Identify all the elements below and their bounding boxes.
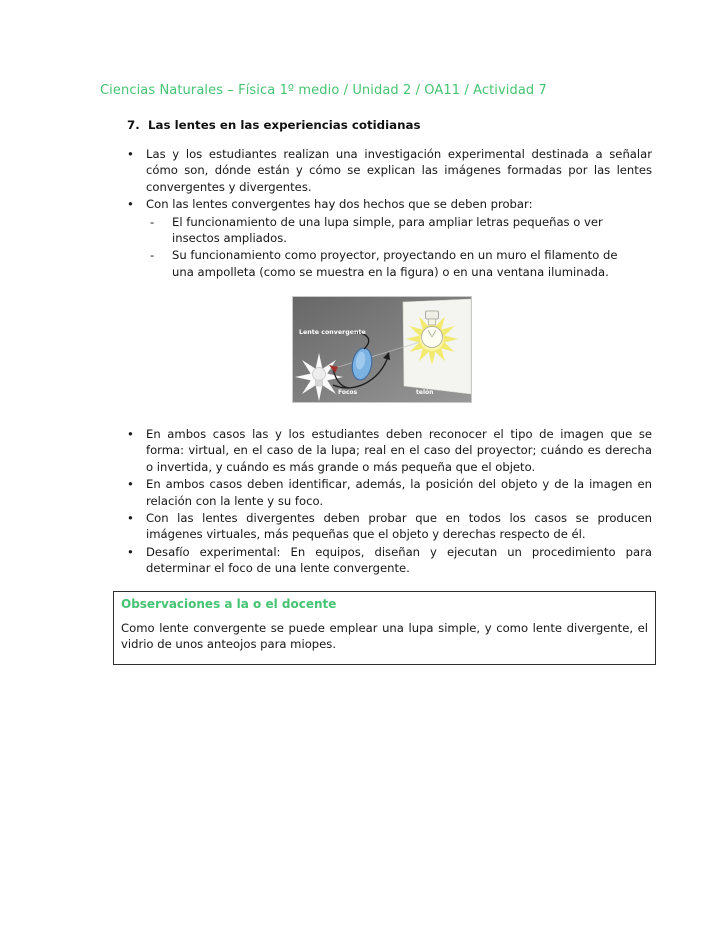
sub-bullet-text: Su funcionamiento como proyector, proyectando en un muro el filamento de una ampolleta (como se muestra en la figura) o en una ventana iluminada. xyxy=(172,248,618,279)
lens-experiment-figure xyxy=(293,297,471,402)
bullet-list-bottom xyxy=(127,426,652,578)
activity-heading xyxy=(127,118,421,132)
bullet-text: En ambos casos deben identificar, además, la posición del objeto y de la imagen en relación con la lente y su foco. xyxy=(146,477,652,508)
sub-bullet-item xyxy=(127,214,652,247)
dash-marker: - xyxy=(150,214,155,229)
bullet-item xyxy=(127,146,652,195)
bullet-text: Con las lentes divergentes deben probar que en todos los casos se producen imágenes virtuales, más pequeñas que el objeto y derechas respecto de él. xyxy=(146,511,652,542)
teacher-note-box xyxy=(113,591,656,665)
sub-bullet-item xyxy=(127,247,652,280)
bullet-item xyxy=(127,476,652,509)
lens-experiment-illustration xyxy=(293,297,471,402)
teacher-note-body: Como lente convergente se puede emplear una lupa simple, y como lente divergente, el vidrio de unos anteojos para miopes. xyxy=(121,621,648,652)
bullet-list-top xyxy=(127,146,652,281)
bullet-marker: • xyxy=(127,511,134,526)
figure-label-focus: Focos xyxy=(338,389,358,396)
bullet-item xyxy=(127,544,652,577)
bullet-marker: • xyxy=(127,477,134,492)
activity-number: 7. xyxy=(127,118,140,132)
projected-bulb-neck xyxy=(429,319,436,325)
activity-title: Las lentes en las experiencias cotidianas xyxy=(148,118,421,132)
projected-bulb-socket xyxy=(426,311,439,319)
bullet-item xyxy=(127,426,652,475)
bullet-text: Con las lentes convergentes hay dos hechos que se deben probar: xyxy=(146,197,533,212)
bullet-text: Desafío experimental: En equipos, diseñan y ejecutan un procedimiento para determinar el foco de una lente convergente. xyxy=(146,544,652,576)
bulb-socket xyxy=(316,380,323,386)
bullet-item xyxy=(127,510,652,543)
bullet-marker: • xyxy=(127,147,134,161)
sub-bullet-text: El funcionamiento de una lupa simple, para ampliar letras pequeñas o ver insectos ampliados. xyxy=(172,214,603,246)
bullet-text: En ambos casos las y los estudiantes deben reconocer el tipo de imagen que se forma: virtual, en el caso de la lupa; real en el caso del proyector; cuándo es derecha o invertida, y cuándo es más grande o más pequeña que el objeto. xyxy=(146,427,652,474)
document-title: Ciencias Naturales – Física 1º medio / Unidad 2 / OA11 / Actividad 7 xyxy=(100,83,547,98)
teacher-note-title: Observaciones a la o el docente xyxy=(121,597,337,611)
figure-label-lens: Lente convergente xyxy=(299,329,366,336)
bullet-text: Las y los estudiantes realizan una investigación experimental destinada a señalar cómo son, dónde están y cómo se explican las imágenes formadas por las lentes convergentes y divergentes. xyxy=(146,147,652,194)
bulb-glass xyxy=(313,368,326,381)
bullet-item xyxy=(127,196,652,212)
bullet-marker: • xyxy=(127,544,134,559)
bullet-marker: • xyxy=(127,197,134,212)
figure-label-screen: telón xyxy=(416,389,434,396)
dash-marker: - xyxy=(150,248,155,263)
bullet-marker: • xyxy=(127,427,134,441)
